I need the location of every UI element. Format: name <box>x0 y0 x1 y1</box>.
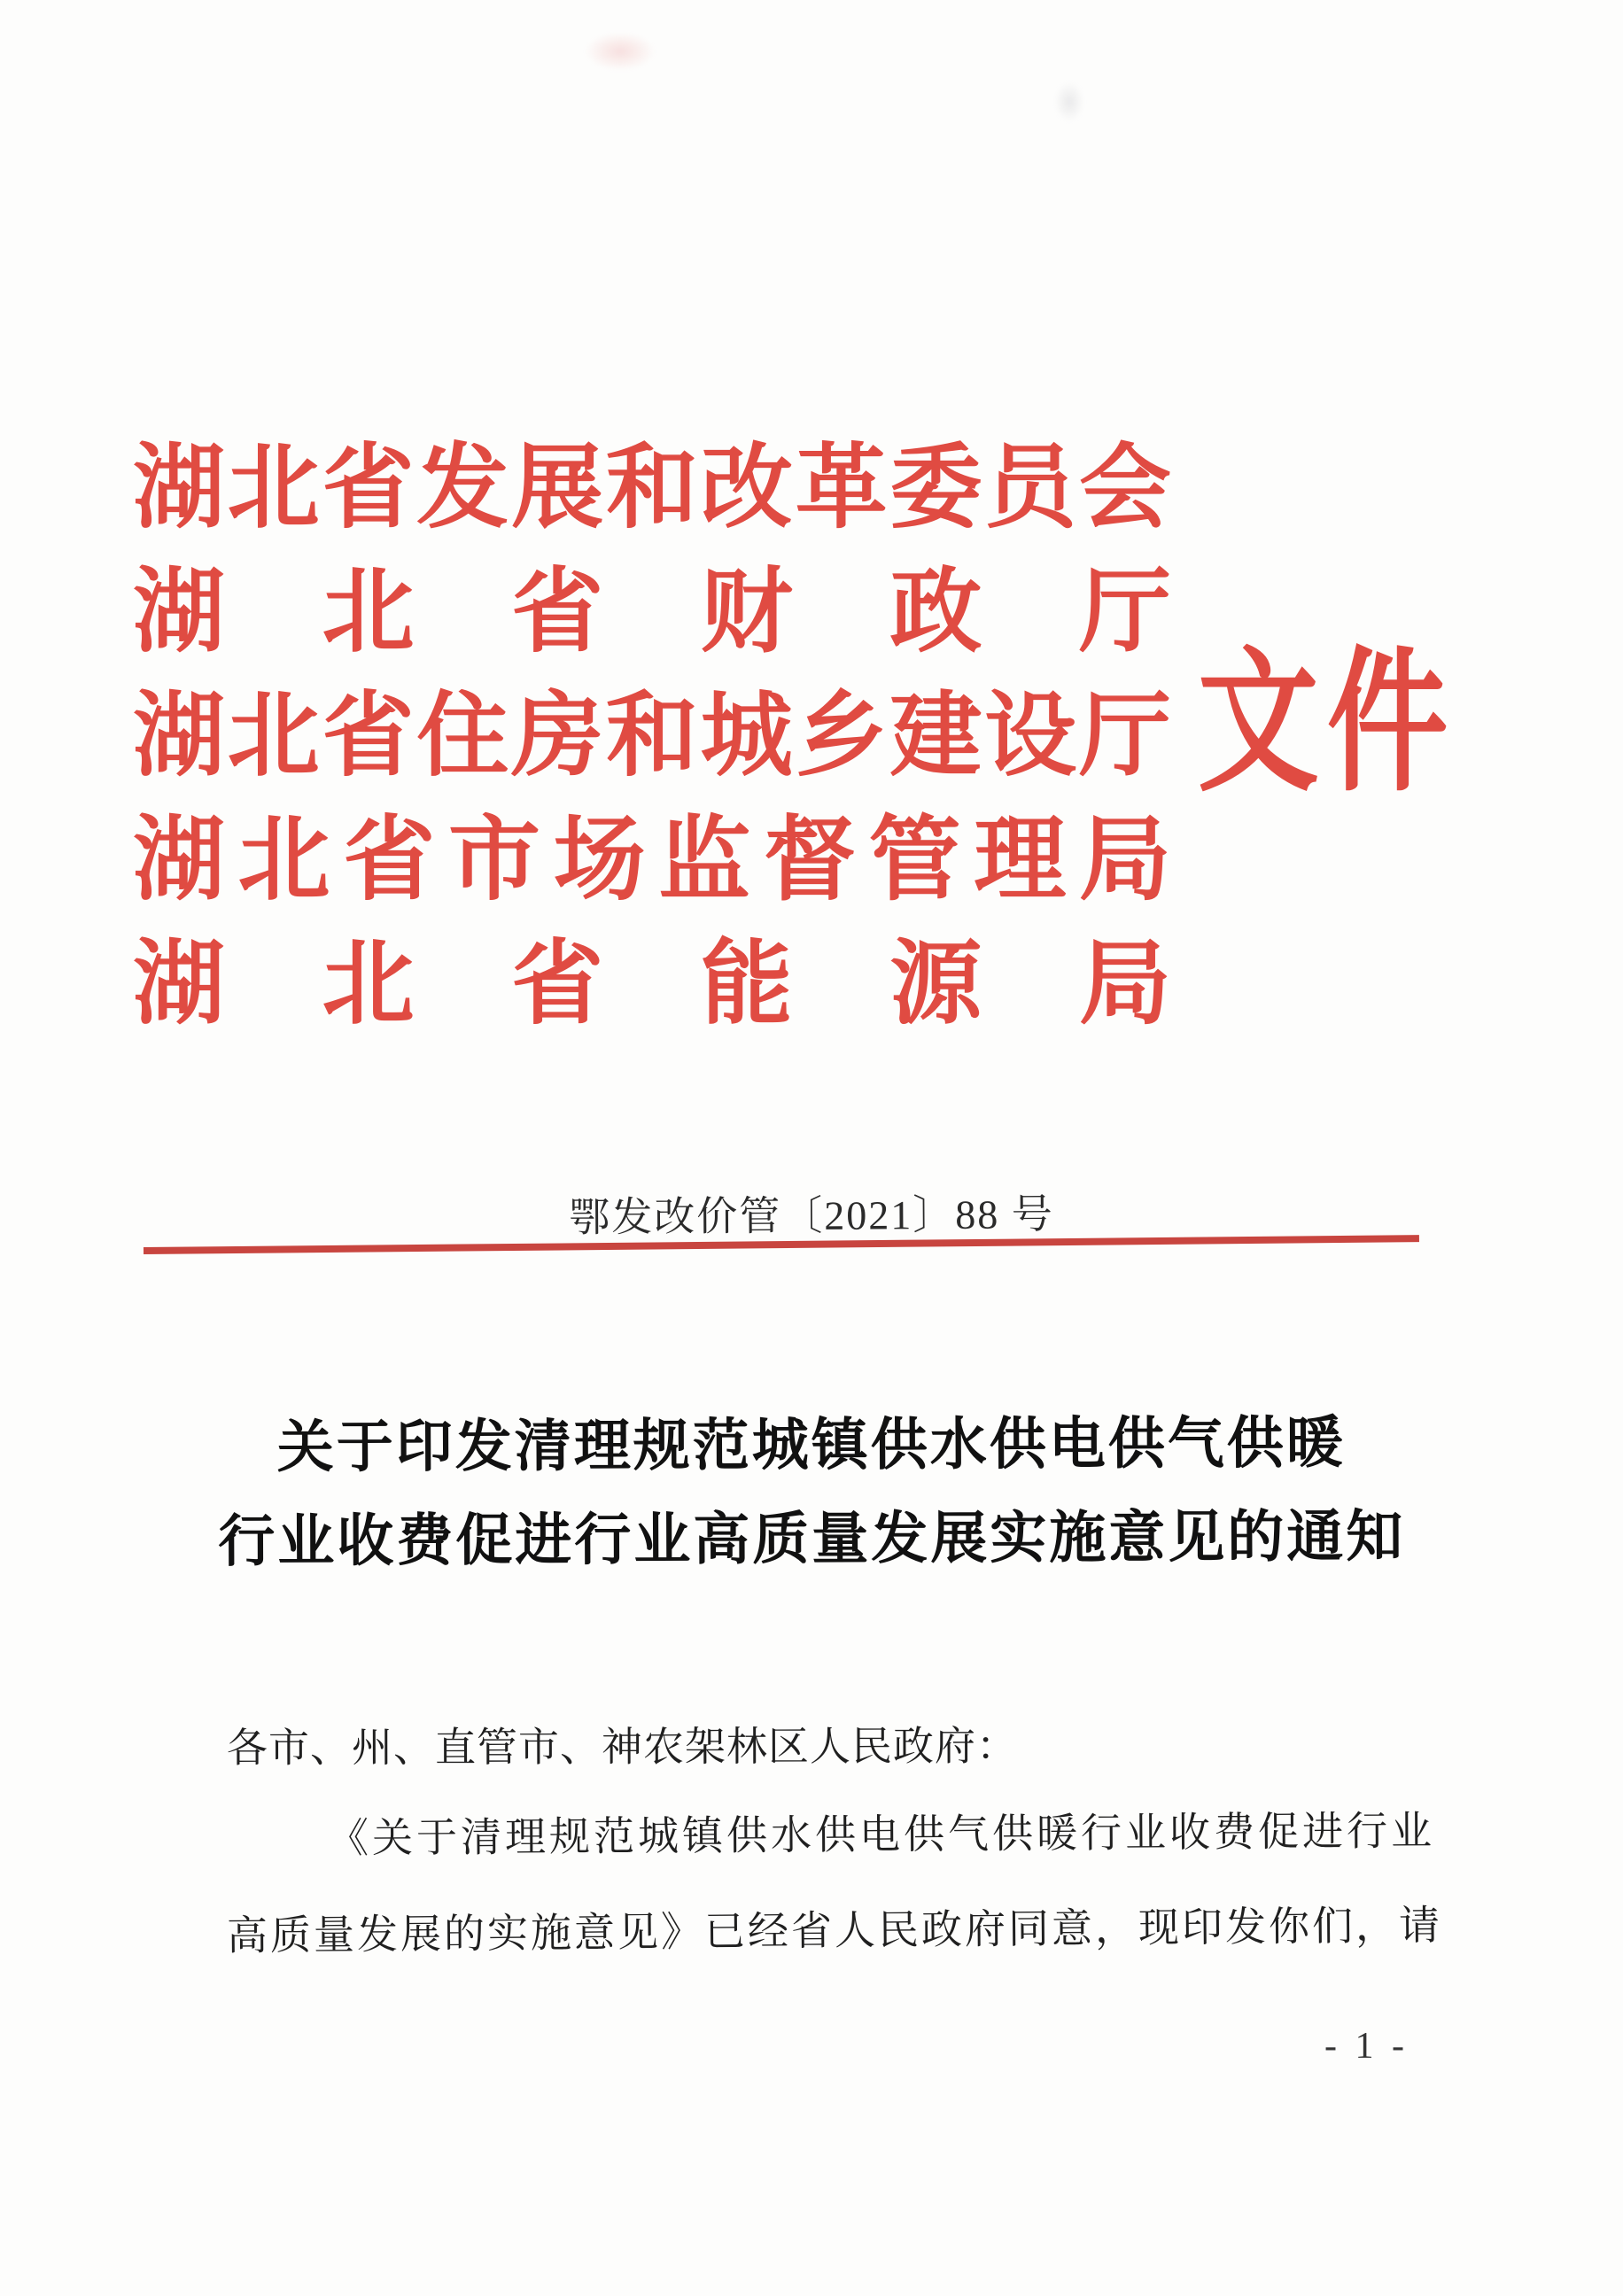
agency-character: 设 <box>984 686 1077 787</box>
agency-line <box>133 551 1171 675</box>
agency-line <box>133 923 1171 1047</box>
agency-character: 省 <box>511 562 604 663</box>
agency-character: 湖 <box>133 934 226 1036</box>
agency-character: 源 <box>889 934 982 1036</box>
agency-character: 和 <box>605 686 698 787</box>
agency-character: 政 <box>889 562 982 663</box>
document-title-line: 关于印发清理规范城镇供水供电供气供暖 <box>276 1411 1346 1479</box>
doc-type-label: 文件 <box>1198 638 1456 810</box>
agency-character: 能 <box>700 934 793 1036</box>
agency-character: 湖 <box>133 810 226 911</box>
page-number: - 1 - <box>1324 2026 1409 2067</box>
agency-character: 湖 <box>133 686 226 787</box>
agency-character: 市 <box>447 810 540 911</box>
agency-character: 发 <box>416 438 509 539</box>
agency-names <box>133 427 1171 1047</box>
agency-character: 场 <box>553 810 646 911</box>
agency-line <box>133 799 1171 923</box>
agency-character: 财 <box>700 562 793 663</box>
agency-character: 会 <box>1078 438 1171 539</box>
agency-character: 革 <box>795 438 888 539</box>
agency-character: 省 <box>343 810 436 911</box>
agency-character: 北 <box>227 438 320 539</box>
body-paragraph-line: 高质量发展的实施意见》已经省人民政府同意，现印发你们，请 <box>226 1903 1443 1959</box>
agency-character: 建 <box>889 686 982 787</box>
agency-character: 督 <box>763 810 856 911</box>
agency-character: 省 <box>322 686 415 787</box>
agency-character: 湖 <box>133 438 226 539</box>
document-title-line: 行业收费促进行业高质量发展实施意见的通知 <box>218 1505 1406 1573</box>
agency-character: 省 <box>511 934 604 1036</box>
agency-character: 管 <box>868 810 961 911</box>
agency-character: 员 <box>984 438 1077 539</box>
agency-character: 监 <box>658 810 751 911</box>
agency-line <box>133 675 1171 799</box>
agency-character: 湖 <box>133 562 226 663</box>
agency-character: 厅 <box>1078 686 1171 787</box>
document-title <box>0 1411 1623 1573</box>
agency-character: 局 <box>1078 810 1171 911</box>
agency-character: 乡 <box>795 686 888 787</box>
agency-character: 北 <box>237 810 330 911</box>
body-paragraph-line: 《关于清理规范城镇供水供电供气供暖行业收费促进行业 <box>327 1808 1436 1861</box>
agency-character: 北 <box>322 562 415 663</box>
agency-character: 北 <box>227 686 320 787</box>
agency-character: 城 <box>700 686 793 787</box>
agency-character: 住 <box>416 686 509 787</box>
agency-character: 厅 <box>1078 562 1171 663</box>
agency-character: 和 <box>605 438 698 539</box>
scan-smudge <box>585 32 656 71</box>
salutation: 各市、州、直管市、神农架林区人民政府： <box>226 1723 1019 1771</box>
agency-character: 理 <box>974 810 1067 911</box>
agency-character: 房 <box>511 686 604 787</box>
agency-character: 省 <box>322 438 415 539</box>
agency-character: 局 <box>1078 934 1171 1036</box>
agency-character: 北 <box>322 934 415 1036</box>
agency-character: 改 <box>700 438 793 539</box>
agency-line <box>133 427 1171 551</box>
agency-character: 委 <box>889 438 982 539</box>
doc-number: 鄂发改价管〔2021〕88 号 <box>569 1191 1054 1240</box>
scan-smudge <box>1054 81 1084 122</box>
agency-character: 展 <box>511 438 604 539</box>
